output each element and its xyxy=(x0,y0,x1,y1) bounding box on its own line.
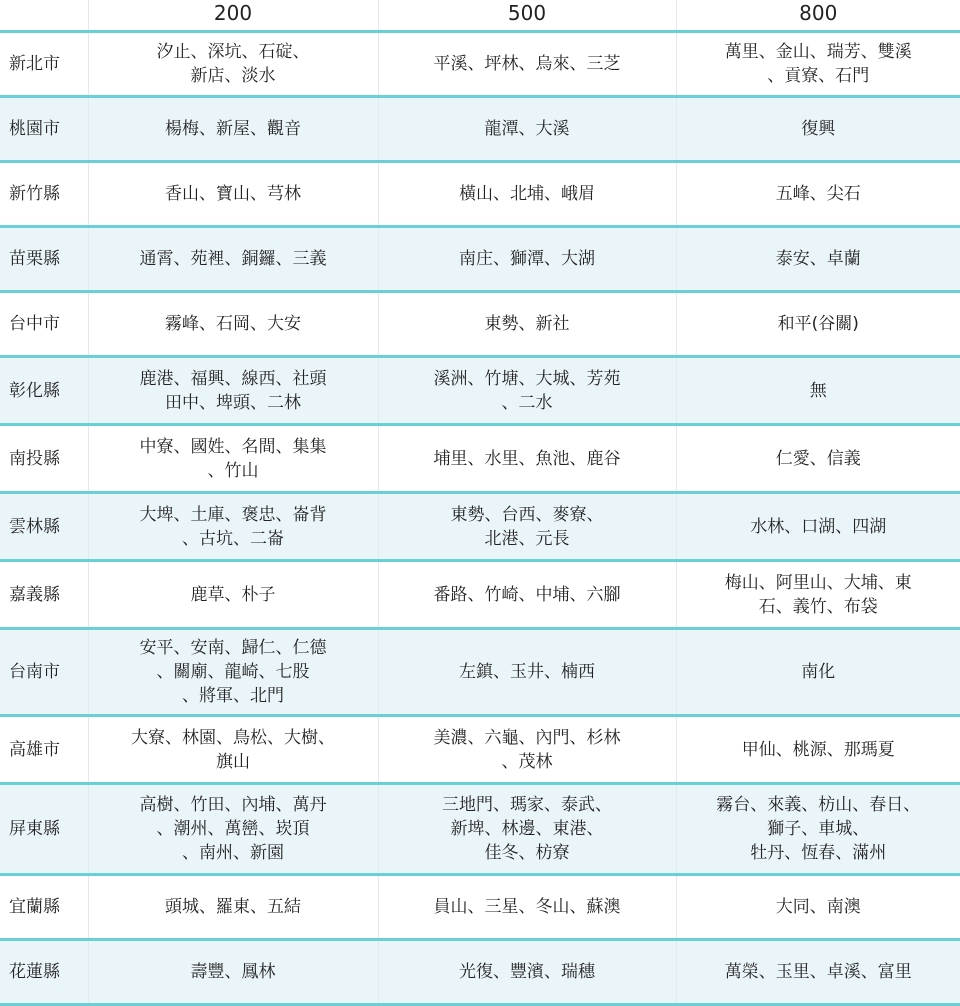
region-name: 雲林縣 xyxy=(0,493,88,561)
table-row xyxy=(0,292,960,357)
cell-800: 大同、南澳 xyxy=(676,875,960,940)
cell-500: 龍潭、大溪 xyxy=(378,97,676,162)
cell-500: 埔里、水里、魚池、鹿谷 xyxy=(378,425,676,493)
table-row xyxy=(0,629,960,716)
region-name: 嘉義縣 xyxy=(0,561,88,629)
region-name: 桃園市 xyxy=(0,97,88,162)
table-row xyxy=(0,716,960,784)
table-row xyxy=(0,32,960,97)
cell-800: 梅山、阿里山、大埔、東 石、義竹、布袋 xyxy=(676,561,960,629)
table-row xyxy=(0,357,960,425)
cell-200: 霧峰、石岡、大安 xyxy=(88,292,378,357)
cell-800: 霧台、來義、枋山、春日、 獅子、車城、 牡丹、恆春、滿州 xyxy=(676,784,960,875)
cell-200: 鹿草、朴子 xyxy=(88,561,378,629)
cell-200: 高樹、竹田、內埔、萬丹 、潮州、萬巒、崁頂 、南州、新園 xyxy=(88,784,378,875)
region-name: 台中市 xyxy=(0,292,88,357)
cell-800: 南化 xyxy=(676,629,960,716)
cell-500: 三地門、瑪家、泰武、 新埤、林邊、東港、 佳冬、枋寮 xyxy=(378,784,676,875)
cell-200: 通霄、苑裡、銅鑼、三義 xyxy=(88,227,378,292)
cell-800: 仁愛、信義 xyxy=(676,425,960,493)
cell-200: 大寮、林園、鳥松、大樹、 旗山 xyxy=(88,716,378,784)
cell-200: 汐止、深坑、石碇、 新店、淡水 xyxy=(88,32,378,97)
region-name: 新北市 xyxy=(0,32,88,97)
header-col-800: 800 xyxy=(676,0,960,32)
region-name: 屏東縣 xyxy=(0,784,88,875)
cell-500: 東勢、台西、麥寮、 北港、元長 xyxy=(378,493,676,561)
cell-500: 溪洲、竹塘、大城、芳苑 、二水 xyxy=(378,357,676,425)
cell-200: 壽豐、鳳林 xyxy=(88,940,378,1005)
cell-800: 甲仙、桃源、那瑪夏 xyxy=(676,716,960,784)
cell-500: 南庄、獅潭、大湖 xyxy=(378,227,676,292)
cell-800: 泰安、卓蘭 xyxy=(676,227,960,292)
table-row xyxy=(0,940,960,1005)
cell-200: 香山、寶山、芎林 xyxy=(88,162,378,227)
table-row xyxy=(0,493,960,561)
region-name: 花蓮縣 xyxy=(0,940,88,1005)
cell-200: 中寮、國姓、名間、集集 、竹山 xyxy=(88,425,378,493)
cell-500: 平溪、坪林、烏來、三芝 xyxy=(378,32,676,97)
table-row xyxy=(0,425,960,493)
header-col-500: 500 xyxy=(378,0,676,32)
region-name: 彰化縣 xyxy=(0,357,88,425)
region-name: 新竹縣 xyxy=(0,162,88,227)
table-row xyxy=(0,561,960,629)
table-header-row xyxy=(0,0,960,32)
region-name: 宜蘭縣 xyxy=(0,875,88,940)
region-name: 台南市 xyxy=(0,629,88,716)
region-name: 高雄市 xyxy=(0,716,88,784)
region-name: 南投縣 xyxy=(0,425,88,493)
table-row xyxy=(0,875,960,940)
cell-200: 安平、安南、歸仁、仁德 、關廟、龍崎、七股 、將軍、北門 xyxy=(88,629,378,716)
cell-800: 萬里、金山、瑞芳、雙溪 、貢寮、石門 xyxy=(676,32,960,97)
header-corner xyxy=(0,0,88,32)
cell-800: 水林、口湖、四湖 xyxy=(676,493,960,561)
cell-800: 無 xyxy=(676,357,960,425)
cell-500: 橫山、北埔、峨眉 xyxy=(378,162,676,227)
header-col-200: 200 xyxy=(88,0,378,32)
region-name: 苗栗縣 xyxy=(0,227,88,292)
cell-500: 美濃、六龜、內門、杉林 、茂林 xyxy=(378,716,676,784)
cell-200: 大埤、土庫、褒忠、崙背 、古坑、二崙 xyxy=(88,493,378,561)
table-row xyxy=(0,784,960,875)
table-row xyxy=(0,162,960,227)
cell-200: 頭城、羅東、五結 xyxy=(88,875,378,940)
cell-500: 左鎮、玉井、楠西 xyxy=(378,629,676,716)
cell-800: 和平(谷關) xyxy=(676,292,960,357)
cell-800: 復興 xyxy=(676,97,960,162)
cell-800: 五峰、尖石 xyxy=(676,162,960,227)
table-row xyxy=(0,227,960,292)
table-row xyxy=(0,97,960,162)
cell-200: 鹿港、福興、線西、社頭 田中、埤頭、二林 xyxy=(88,357,378,425)
cell-500: 光復、豐濱、瑞穗 xyxy=(378,940,676,1005)
cell-500: 東勢、新社 xyxy=(378,292,676,357)
cell-800: 萬榮、玉里、卓溪、富里 xyxy=(676,940,960,1005)
cell-500: 員山、三星、冬山、蘇澳 xyxy=(378,875,676,940)
cell-200: 楊梅、新屋、觀音 xyxy=(88,97,378,162)
cell-500: 番路、竹崎、中埔、六腳 xyxy=(378,561,676,629)
